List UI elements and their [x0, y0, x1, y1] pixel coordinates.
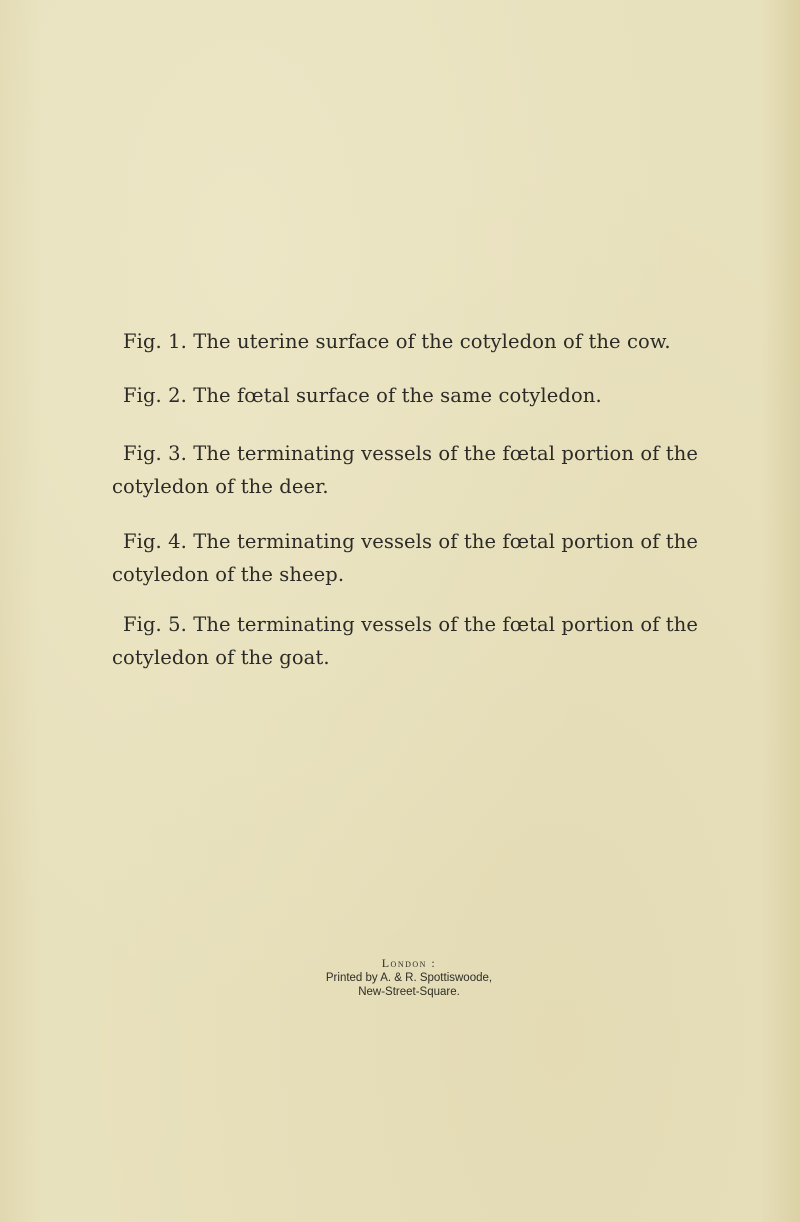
caption-fig-5: Fig. 5. The terminating vessels of the fœtal portion of the cotyledon of the goat. — [112, 613, 699, 669]
caption-fig-2: Fig. 2. The fœtal surface of the same cotyledon. — [123, 384, 602, 407]
caption-fig-3: Fig. 3. The terminating vessels of the fœtal portion of the cotyledon of the deer. — [112, 442, 699, 498]
caption-fig-1: Fig. 1. The uterine surface of the cotyledon of the cow. — [123, 330, 671, 353]
imprint-printer: Printed by A. & R. Spottiswoode, — [325, 972, 493, 984]
printer-imprint — [0, 955, 800, 999]
imprint-address: New-Street-Square. — [358, 986, 460, 998]
imprint-city: London : — [381, 956, 437, 970]
caption-fig-4: Fig. 4. The terminating vessels of the fœtal portion of the cotyledon of the sheep. — [112, 530, 699, 586]
